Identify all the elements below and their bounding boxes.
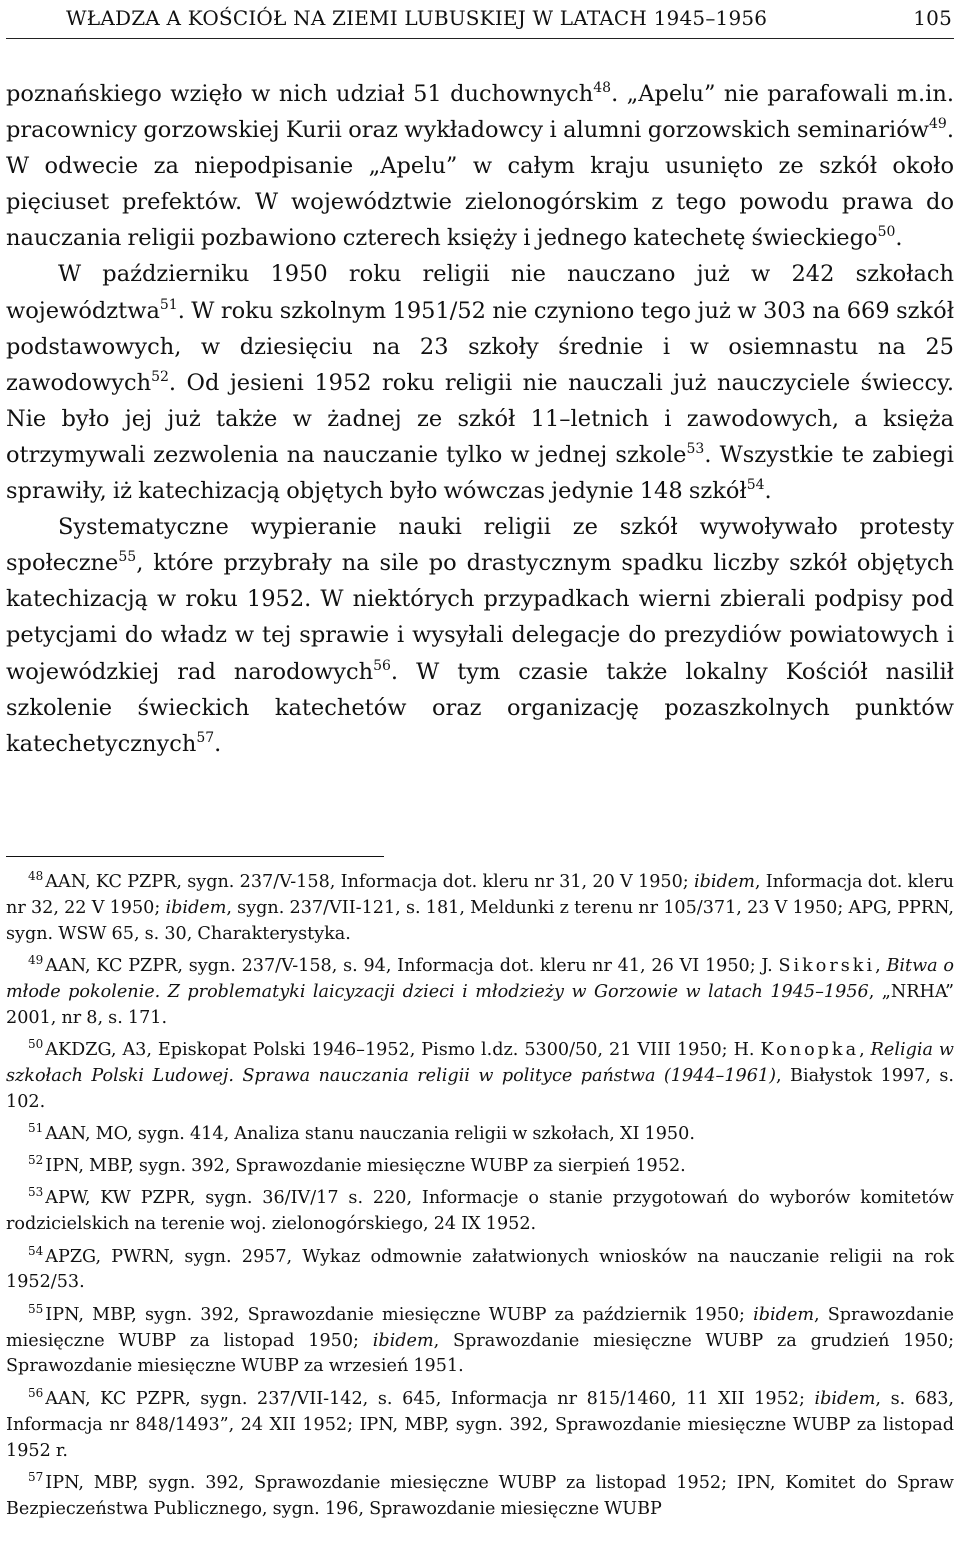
- footnote-51: [6, 1122, 954, 1148]
- paragraph-2: [6, 256, 954, 509]
- text-run: .: [214, 730, 222, 757]
- author-name: Sikorski: [778, 956, 876, 977]
- footnote-49: [6, 954, 954, 1032]
- text-run: . Wszystkie te zabiegi sprawiły, iż katechizacją objętych było wówczas jedynie 148 szkół: [6, 441, 954, 505]
- footnote-ref: 53: [686, 440, 705, 457]
- italic-text: ibidem: [372, 1330, 434, 1351]
- footnote-number: 50: [28, 1037, 44, 1052]
- footnote-54: [6, 1245, 954, 1297]
- text-run: . W roku szkolnym 1951/52 nie czyniono tego już w 303 na 669 szkół podstawowych, w dziesięciu na 23 szkoły średnie i w osiemnastu na 25 zawodowych: [6, 297, 954, 396]
- footnote-text: AAN, KC PZPR, sygn. 237/V-158, s. 94, Informacja dot. kleru nr 41, 26 VI 1950; J.: [45, 956, 779, 977]
- footnote-ref: 55: [118, 549, 137, 566]
- author-name: Konopka: [760, 1040, 860, 1061]
- footnote-text: , Sprawozdanie miesięczne WUBP za listopad 1950;: [6, 1304, 954, 1351]
- footnote-text: , Sprawozdanie miesięczne WUBP za grudzień 1950; Sprawozdanie miesięczne WUBP za wrzesień 1951.: [6, 1330, 954, 1377]
- text-run: Systematyczne wypieranie nauki religii ze szkół wywoływało protesty społeczne: [6, 514, 954, 577]
- footnote-number: 55: [28, 1301, 44, 1316]
- text-run: W październiku 1950 roku religii nie nauczano już w 242 szkołach województwa: [6, 261, 954, 324]
- footnote-text: , s. 683, Informacja nr 848/1493”, 24 XII 1952; IPN, MBP, sygn. 392, Sprawozdanie miesięczne WUBP za listopad 1952 r.: [6, 1388, 954, 1461]
- footnote-53: [6, 1186, 954, 1238]
- page-number: 105: [913, 6, 952, 30]
- footnote-text: IPN, MBP, sygn. 392, Sprawozdanie miesięczne WUBP za sierpień 1952.: [45, 1156, 686, 1177]
- footnote-56: [6, 1387, 954, 1465]
- footnote-50: [6, 1038, 954, 1116]
- text-run: , które przybrały na sile po drastycznym spadku liczby szkół objętych katechizacją w roku 1952. W niektórych przypadkach wierni zbierali podpisy pod petycjami do władz w tej sprawie i wysyłali delegacje do prezydiów powiatowych i wojewódzkiej rad narodowych: [6, 550, 954, 685]
- footnote-ref: 49: [929, 116, 947, 133]
- footnote-separator: [6, 856, 384, 857]
- text-run: . „Apelu” nie parafowali m.in. pracownicy gorzowskiej Kurii oraz wykładowcy i alumni gorzowskich seminariów: [6, 81, 954, 144]
- footnote-text: ,: [875, 956, 887, 977]
- footnote-57: [6, 1471, 954, 1523]
- footnote-text: IPN, MBP, sygn. 392, Sprawozdanie miesięczne WUBP za październik 1950;: [45, 1304, 754, 1325]
- text-run: . W odwecie za niepodpisanie „Apelu” w całym kraju usunięto ze szkół około pięciuset prefektów. W województwie zielonogórskim z tego powodu prawa do nauczania religii pozbawiono czterech księży i jednego katechetę świeckiego: [6, 117, 954, 252]
- paragraph-3: [6, 509, 954, 762]
- footnote-text: APZG, PWRN, sygn. 2957, Wykaz odmownie załatwionych wniosków na nauczanie religii na rok 1952/53.: [6, 1246, 954, 1293]
- footnote-55: [6, 1303, 954, 1381]
- footnote-ref: 54: [746, 477, 765, 494]
- footnote-text: AAN, MO, sygn. 414, Analiza stanu nauczania religii w szkołach, XI 1950.: [45, 1124, 695, 1145]
- italic-text: ibidem: [694, 872, 755, 892]
- italic-text: Religia w szkołach Polski Ludowej. Sprawa nauczania religii w polityce państwa (1944–1961): [6, 1040, 954, 1086]
- footnote-number: 54: [28, 1243, 44, 1258]
- footnote-text: AAN, KC PZPR, sygn. 237/V-158, Informacja dot. kleru nr 31, 20 V 1950;: [45, 872, 694, 892]
- footnote-number: 56: [28, 1385, 44, 1400]
- footnote-ref: 48: [593, 80, 612, 96]
- footnote-ref: 51: [159, 296, 178, 313]
- text-run: .: [895, 225, 903, 252]
- footnote-number: 51: [28, 1121, 44, 1136]
- italic-text: Bitwa o młode pokolenie. Z problematyki laicyzacji dzieci i młodzieży w Gorzowie w latach 1945–1956: [6, 956, 954, 1002]
- footnote-text: , sygn. 237/VII-121, s. 181, Meldunki z terenu nr 105/371, 23 V 1950; APG, PPRN, sygn. WSW 65, s. 30, Charakterystyka.: [6, 897, 955, 944]
- footnote-text: APW, KW PZPR, sygn. 36/IV/17 s. 220, Informacje o stanie przygotowań do wyborów komitetów rodzicielskich na terenie woj. zielonogórskiego, 24 IX 1952.: [6, 1188, 954, 1235]
- italic-text: ibidem: [753, 1304, 814, 1325]
- footnote-ref: 52: [151, 368, 169, 385]
- footnote-text: , Informacja dot. kleru nr 32, 22 V 1950;: [6, 872, 954, 918]
- footnote-ref: 50: [877, 224, 896, 241]
- footnotes: [6, 870, 954, 1529]
- footnote-text: AKDZG, A3, Episkopat Polski 1946–1952, Pismo l.dz. 5300/50, 21 VIII 1950; H.: [45, 1040, 761, 1061]
- running-header: [6, 0, 954, 39]
- footnote-text: , „NRHA” 2001, nr 8, s. 171.: [6, 981, 954, 1028]
- footnote-text: ,: [859, 1040, 871, 1061]
- footnote-text: IPN, MBP, sygn. 392, Sprawozdanie miesięczne WUBP za listopad 1952; IPN, Komitet do Spraw Bezpieczeństwa Publicznego, sygn. 196, Sprawozdanie miesięczne WUBP: [6, 1472, 954, 1519]
- text-run: .: [764, 478, 772, 505]
- footnote-number: 49: [28, 953, 44, 968]
- footnote-52: [6, 1154, 954, 1180]
- footnote-ref: 57: [196, 729, 215, 746]
- footnote-number: 48: [28, 869, 44, 883]
- text-run: . W tym czasie także lokalny Kościół nasilił szkolenie świeckich katechetów oraz organizację pozaszkolnych punktów katechetycznych: [6, 658, 954, 757]
- footnote-number: 52: [28, 1153, 44, 1168]
- footnote-text: , Białystok 1997, s. 102.: [6, 1065, 954, 1112]
- footnote-number: 53: [28, 1185, 44, 1200]
- running-title: WŁADZA A KOŚCIÓŁ NA ZIEMI LUBUSKIEJ W LATACH 1945–1956: [66, 6, 768, 30]
- text-run: . Od jesieni 1952 roku religii nie nauczali już nauczyciele świeccy. Nie było jej już także w żadnej ze szkół 11–letnich i zawodowych, a księża otrzymywali zezwolenia na nauczanie tylko w jednej szkole: [6, 369, 954, 468]
- footnote-48: [6, 870, 954, 948]
- text-run: poznańskiego wzięło w nich udział 51 duchownych: [6, 81, 594, 107]
- footnote-number: 57: [28, 1469, 44, 1484]
- italic-text: ibidem: [814, 1388, 876, 1409]
- footnote-text: AAN, KC PZPR, sygn. 237/VII-142, s. 645, Informacja nr 815/1460, 11 XII 1952;: [45, 1388, 815, 1409]
- paragraph-1: [6, 76, 954, 256]
- footnote-ref: 56: [373, 657, 391, 674]
- main-text: [6, 76, 954, 762]
- italic-text: ibidem: [165, 897, 227, 918]
